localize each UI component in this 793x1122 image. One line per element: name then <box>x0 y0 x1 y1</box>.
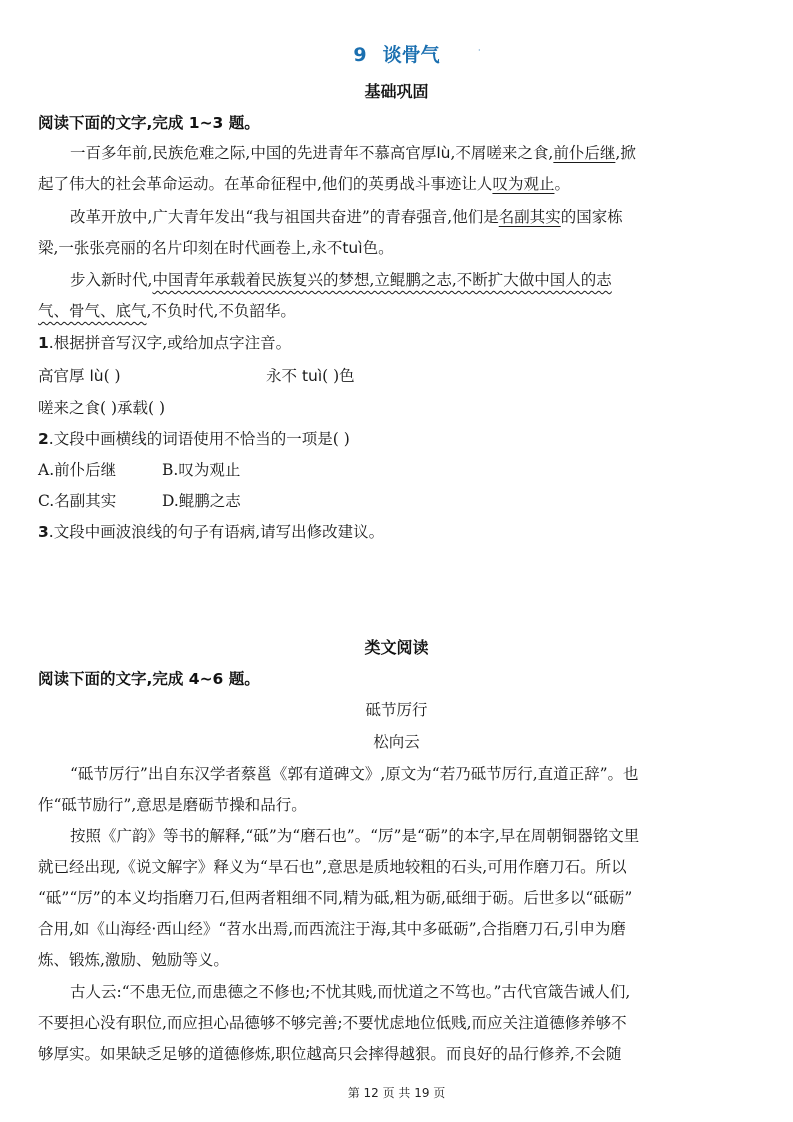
pinyin: lù <box>89 367 104 385</box>
p2-line1 <box>70 205 623 227</box>
page-number-footer: 第 12 页 共 19 页 <box>347 1086 446 1100</box>
text: 永不 <box>266 367 302 385</box>
question-text: .根据拼音写汉字,或给加点字注音。 <box>48 334 292 352</box>
instruction-1: 阅读下面的文字,完成 1~3 题。 <box>38 114 260 132</box>
section-heading-reading: 类文阅读 <box>364 638 429 657</box>
pinyin: tuì <box>301 367 323 385</box>
q1-item-lu <box>38 364 121 386</box>
option-a: A.前仆后继 <box>38 461 117 479</box>
option-c: C.名副其实 <box>38 492 117 510</box>
article-title: 砥节厉行 <box>365 701 428 719</box>
article-p1-line2: 作“砥节励行”,意思是磨砺节操和品行。 <box>38 796 307 814</box>
text: ,掀 <box>615 144 636 162</box>
text: ,不负时代,不负韶华。 <box>146 302 296 320</box>
text: 步入新时代, <box>70 271 153 289</box>
text: 。 <box>554 175 570 193</box>
question-2 <box>38 427 350 449</box>
question-3 <box>38 520 384 542</box>
article-author: 松向云 <box>373 733 420 751</box>
article-p2-line1: 按照《广韵》等书的解释,“砥”为“磨石也”。“厉”是“砺”的本字,早在周朝铜器铭文里 <box>70 827 640 845</box>
article-p3-line2: 不要担心没有职位,而应担心品德够不够完善;不要忧虑地位低贱,而应关注道德修养够不 <box>38 1014 627 1032</box>
lesson-title-text: 谈骨气 <box>382 44 440 66</box>
instruction-2: 阅读下面的文字,完成 4~6 题。 <box>38 670 260 688</box>
lesson-number: 9 <box>353 44 367 66</box>
text: 一百多年前,民族危难之际,中国的先进青年不慕高官厚 <box>70 144 437 162</box>
underlined-word-tanweiguanzhi: 叹为观止 <box>492 175 555 193</box>
lesson-title <box>0 40 793 67</box>
q1-item-row2: 嗟来之食( )承载( ) <box>38 399 166 417</box>
pinyin-tui: tuì <box>342 239 363 257</box>
underlined-word-mingfuqishi: 名副其实 <box>498 208 561 226</box>
article-p3-line1: 古人云:“不患无位,而患德之不修也;不忧其贱,而忧道之不笃也。”古代官箴告诫人们, <box>70 983 631 1001</box>
text: 高官厚 <box>38 367 90 385</box>
text: 色。 <box>362 239 394 257</box>
question-number: 3 <box>38 523 49 541</box>
p3-line1 <box>70 268 612 290</box>
article-p2-line2: 就已经出现,《说文解字》释义为“旱石也”,意思是质地较粗的石头,可用作磨刀石。所以 <box>38 858 627 876</box>
question-text: .文段中画波浪线的句子有语病,请写出修改建议。 <box>48 523 385 541</box>
article-p2-line3: “砥”“厉”的本义均指磨刀石,但两者粗细不同,精为砥,粗为砺,砥细于砺。后世多以“砥砺” <box>38 889 633 907</box>
question-number: 1 <box>38 334 49 352</box>
p1-line2 <box>38 172 570 194</box>
p2-line2 <box>38 236 394 258</box>
wavy-sentence-cont: 气、骨气、底气 <box>38 302 147 320</box>
question-1 <box>38 331 291 353</box>
pinyin-lu: lù <box>436 144 451 162</box>
text: 的国家栋 <box>560 208 623 226</box>
p1-line1 <box>70 141 636 163</box>
p3-line2 <box>38 299 296 321</box>
question-number: 2 <box>38 430 49 448</box>
answer-blank: ( ) <box>103 367 121 385</box>
article-p2-line5: 炼、锻炼,激励、勉励等义。 <box>38 951 229 969</box>
article-p1-line1: “砥节厉行”出自东汉学者蔡邕《郭有道碑文》,原文为“若乃砥节厉行,直道正辞”。也 <box>70 765 639 783</box>
option-d: D.鲲鹏之志 <box>162 492 241 510</box>
text: ,不屑嗟来之食, <box>450 144 554 162</box>
decorative-dot: · <box>478 46 481 55</box>
option-b: B.叹为观止 <box>162 461 241 479</box>
wavy-sentence: 中国青年承载着民族复兴的梦想,立鲲鹏之志,不断扩大做中国人的志 <box>152 271 612 289</box>
question-text: .文段中画横线的词语使用不恰当的一项是( ) <box>48 430 350 448</box>
article-p3-line3: 够厚实。如果缺乏足够的道德修炼,职位越高只会摔得越狠。而良好的品行修养,不会随 <box>38 1045 622 1063</box>
section-heading-basic: 基础巩固 <box>364 82 429 101</box>
article-p2-line4: 合用,如《山海经·西山经》“苕水出焉,而西流注于海,其中多砥砺”,合指磨刀石,引申为磨 <box>38 920 626 938</box>
q1-item-tui <box>266 364 355 386</box>
text: 起了伟大的社会革命运动。在革命征程中,他们的英勇战斗事迹让人 <box>38 175 493 193</box>
text: 改革开放中,广大青年发出“我与祖国共奋进”的青春强音,他们是 <box>70 208 499 226</box>
text: 梁,一张张亮丽的名片印刻在时代画卷上,永不 <box>38 239 343 257</box>
answer-blank: ( )色 <box>322 367 355 385</box>
underlined-word-qianpuhouji: 前仆后继 <box>553 144 616 162</box>
